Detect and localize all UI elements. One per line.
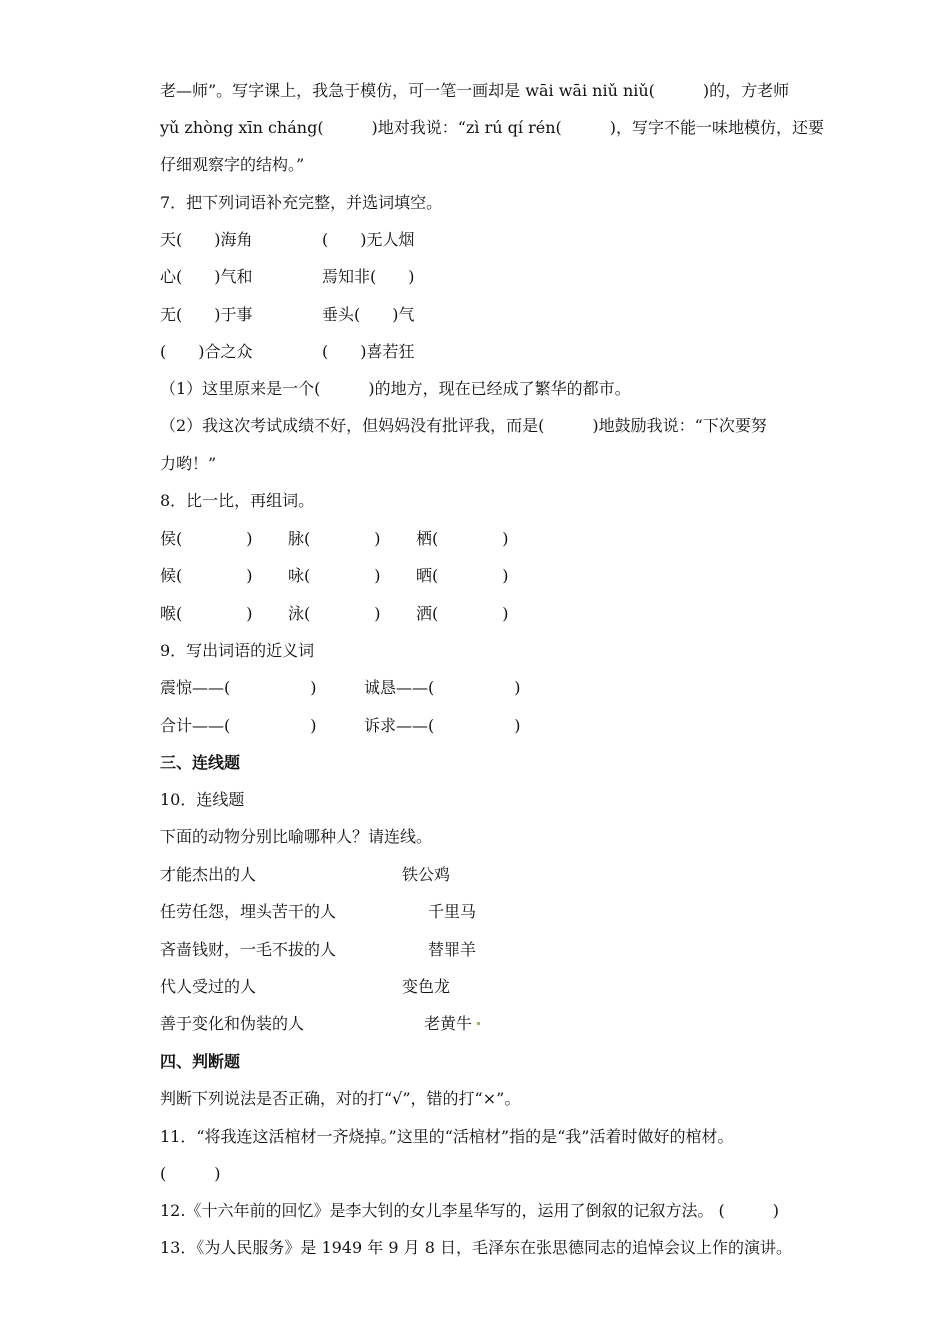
- section-heading: 三、连线题: [160, 753, 241, 772]
- stray-mark: [477, 1022, 480, 1025]
- match-right-item: 千里马: [428, 902, 477, 921]
- q9-item: 诚恳——( ): [364, 678, 521, 697]
- section-heading: 四、判断题: [160, 1052, 241, 1071]
- match-right-item: 老黄牛: [424, 1014, 473, 1033]
- q7-sentence-1: （1）这里原来是一个( )的地方，现在已经成了繁华的都市。: [160, 379, 631, 398]
- q11-answer-blank[interactable]: ( ): [160, 1164, 221, 1183]
- q8-item: 候( ): [160, 566, 253, 585]
- q7-sentence-2b: 力哟！”: [160, 454, 217, 473]
- q8-item: 脉( ): [288, 529, 381, 548]
- q9-item: 诉求——( ): [364, 716, 521, 735]
- match-right-item: 替罪羊: [428, 940, 477, 959]
- q7-word: ( )合之众: [160, 342, 253, 361]
- match-left-item: 才能杰出的人: [160, 865, 257, 884]
- q7-word: ( )无人烟: [322, 230, 415, 249]
- q7-word: ( )喜若狂: [322, 342, 415, 361]
- q6-line-1: 老—师”。写字课上，我急于模仿，可一笔一画却是 wāi wāi niǔ niǔ( )的，方老师: [160, 81, 790, 100]
- q8-item: 泳( ): [288, 604, 381, 623]
- q9-item: 震惊——( ): [160, 678, 317, 697]
- q6-line-2: yǔ zhòng xīn cháng( )地对我说：“zì rú qí rén( )，写字不能一味地模仿，还要: [160, 118, 825, 137]
- q11-text: 11．“将我连这活棺材一齐烧掉。”这里的“活棺材”指的是“我”活着时做好的棺材。: [160, 1127, 734, 1146]
- q10-prompt: 下面的动物分别比喻哪种人？请连线。: [160, 827, 433, 846]
- match-left-item: 吝啬钱财，一毛不拔的人: [160, 940, 337, 959]
- q9-item: 合计——( ): [160, 716, 317, 735]
- q7-word: 心( )气和: [160, 267, 253, 286]
- q7-sentence-2a: （2）我这次考试成绩不好，但妈妈没有批评我，而是( )地鼓励我说：“下次要努: [160, 416, 767, 435]
- q7-word: 天( )海角: [160, 230, 253, 249]
- q13-text: 13．《为人民服务》是 1949 年 9 月 8 日，毛泽东在张思德同志的追悼会议上作的演讲。: [160, 1238, 792, 1257]
- q8-item: 洒( ): [416, 604, 509, 623]
- match-right-item: 变色龙: [402, 977, 451, 996]
- judge-instructions: 判断下列说法是否正确，对的打“√”，错的打“×”。: [160, 1089, 521, 1108]
- match-left-item: 善于变化和伪装的人: [160, 1014, 305, 1033]
- q8-item: 咏( ): [288, 566, 381, 585]
- q7-word: 焉知非( ): [322, 267, 415, 286]
- q9-title: 9．写出词语的近义词: [160, 641, 315, 660]
- match-left-item: 任劳任怨，埋头苦干的人: [160, 902, 337, 921]
- q8-item: 侯( ): [160, 529, 253, 548]
- q7-word: 垂头( )气: [322, 305, 415, 324]
- q8-item: 晒( ): [416, 566, 509, 585]
- match-right-item: 铁公鸡: [402, 865, 451, 884]
- q12-text: 12.《十六年前的回忆》是李大钊的女儿李星华写的，运用了倒叙的记叙方法。 ( ): [160, 1201, 780, 1220]
- q8-title: 8．比一比，再组词。: [160, 491, 315, 510]
- q10-title: 10．连线题: [160, 790, 245, 809]
- q7-title: 7．把下列词语补充完整，并选词填空。: [160, 193, 443, 212]
- q7-word: 无( )于事: [160, 305, 253, 324]
- q6-line-3: 仔细观察字的结构。”: [160, 155, 305, 174]
- match-left-item: 代人受过的人: [160, 977, 257, 996]
- q8-item: 喉( ): [160, 604, 253, 623]
- q8-item: 栖( ): [416, 529, 509, 548]
